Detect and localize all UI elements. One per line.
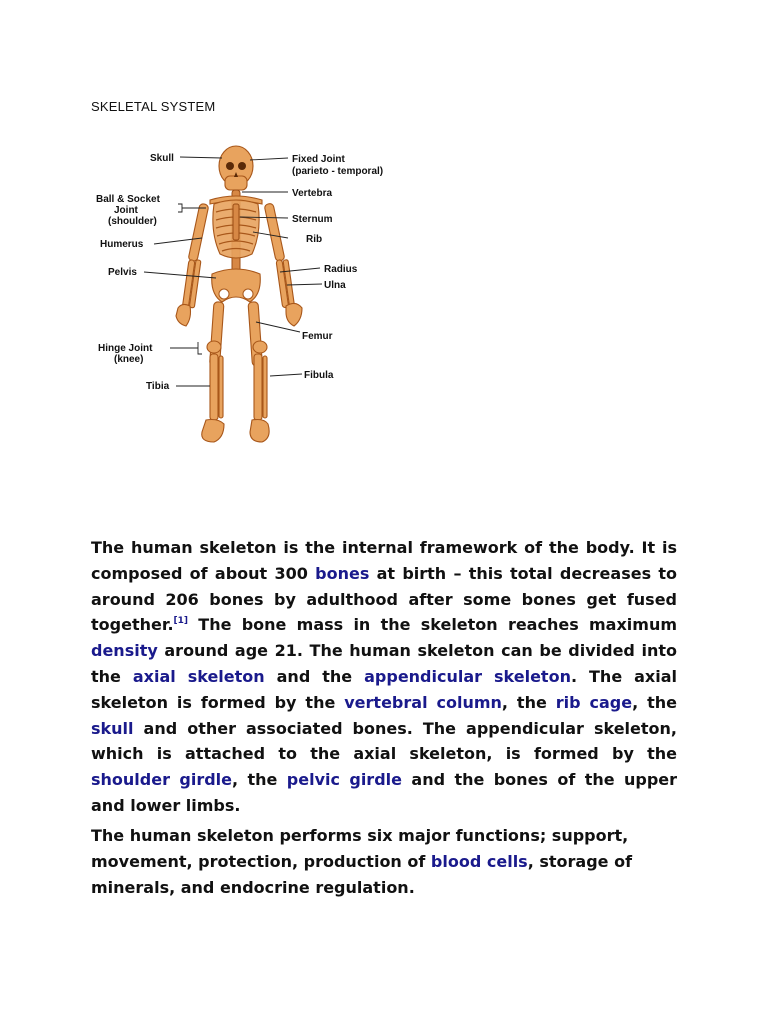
link-axial-skeleton[interactable]: axial skeleton	[132, 666, 265, 686]
text-run: , storage of minerals, and endocrine regulation.	[91, 851, 633, 897]
text-run: The bone mass in the skeleton reaches maximum	[188, 615, 677, 635]
label-ball-socket-joint: Joint	[114, 205, 138, 216]
link-blood-cells[interactable]: blood cells	[430, 851, 528, 871]
label-ball-socket: Ball & Socket	[96, 194, 160, 205]
skeleton-diagram	[90, 142, 420, 464]
link-appendicular-skeleton[interactable]: appendicular skeleton	[364, 666, 571, 686]
link-vertebral-column[interactable]: vertebral column	[344, 692, 502, 712]
paragraph-intro	[91, 535, 677, 819]
label-ulna: Ulna	[324, 280, 346, 291]
text-run: and the bones of the upper and lower limbs.	[91, 770, 678, 815]
text-run: The human skeleton is the internal framework of the body. It is composed of about 300	[91, 538, 677, 583]
link-shoulder-girdle[interactable]: shoulder girdle	[91, 770, 232, 790]
label-hinge-joint: Hinge Joint	[98, 343, 153, 354]
label-ball-socket-shoulder: (shoulder)	[108, 216, 157, 227]
link-density[interactable]: density	[91, 641, 158, 661]
text-run: , the	[632, 692, 678, 712]
label-fixed-joint: Fixed Joint	[292, 154, 345, 165]
label-hinge-joint-knee: (knee)	[114, 354, 144, 365]
link-skull[interactable]: skull	[91, 718, 134, 738]
text-run: and other associated bones. The appendicular skeleton, which is attached to the axial skeleton, is formed by the	[91, 718, 677, 764]
label-humerus: Humerus	[100, 239, 144, 250]
text-run: . The axial skeleton is formed by the	[91, 666, 678, 712]
skeleton-bones	[176, 146, 302, 442]
label-vertebra: Vertebra	[292, 188, 333, 199]
label-fibula: Fibula	[304, 370, 334, 381]
label-radius: Radius	[324, 264, 358, 275]
page-title: SKELETAL SYSTEM	[91, 99, 216, 114]
link-rib-cage[interactable]: rib cage	[555, 692, 633, 712]
text-run: The human skeleton performs six major functions; support, movement, protection, production of	[91, 826, 629, 871]
text-run: at birth – this total decreases to around 206 bones by adulthood after some bones get fused together.	[91, 563, 677, 635]
text-run: and the	[264, 666, 365, 686]
label-femur: Femur	[302, 331, 333, 342]
label-rib: Rib	[306, 234, 323, 245]
footnote-ref[interactable]: [1]	[173, 616, 189, 627]
paragraph-functions	[91, 823, 677, 900]
label-tibia: Tibia	[146, 381, 170, 392]
link-pelvic-girdle[interactable]: pelvic girdle	[286, 770, 402, 790]
label-fixed-joint-detail: (parieto - temporal)	[292, 166, 384, 177]
label-skull: Skull	[150, 153, 174, 164]
text-run: , the	[232, 770, 287, 790]
skeleton-illustration	[90, 142, 420, 464]
label-sternum: Sternum	[292, 214, 333, 225]
text-run: , the	[501, 692, 556, 712]
link-bones[interactable]: bones	[315, 563, 370, 583]
label-pelvis: Pelvis	[108, 267, 137, 278]
text-run: around age 21. The human skeleton can be divided into the	[91, 641, 677, 686]
